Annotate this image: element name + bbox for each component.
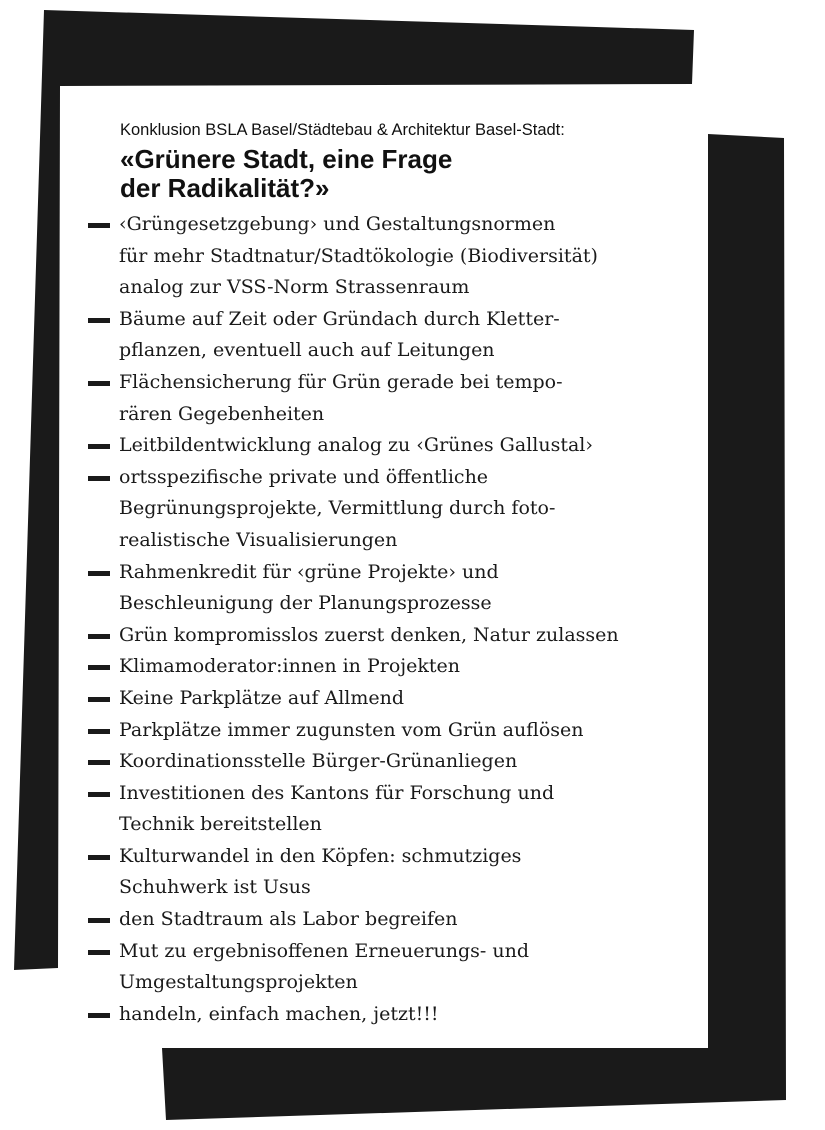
list-item-line: ‹Grüngesetzgebung› und Gestaltungsnormen	[119, 213, 556, 235]
list-item-line: Flächensicherung für Grün gerade bei tempo-	[119, 370, 563, 393]
list-item-line: Klimamoderator:innen in Projekten	[119, 655, 461, 678]
list-item	[88, 209, 688, 304]
list-item-line: Begrünungsprojekte, Vermittlung durch foto-	[119, 497, 556, 520]
list-item-line: den Stadtraum als Labor begreifen	[119, 908, 458, 931]
title-line-2: der Radikalität?»	[120, 173, 330, 203]
list-item-line: Mut zu ergebnisoffenen Erneuerungs- und	[119, 939, 530, 962]
dash-bullet-icon	[88, 792, 110, 797]
list-item-line: Beschleunigung der Planungsprozesse	[119, 592, 492, 615]
list-item-line: für mehr Stadtnatur/Stadtökologie (Biodiversität)	[119, 244, 598, 267]
list-item	[88, 651, 688, 683]
list-item	[88, 367, 688, 430]
list-item	[88, 778, 688, 841]
list-item	[88, 430, 688, 462]
eyebrow-text: Konklusion BSLA Basel/Städtebau & Architektur Basel-Stadt:	[120, 121, 565, 139]
list-item-line: analog zur VSS-Norm Strassenraum	[119, 276, 470, 299]
list-item-line: Rahmenkredit für ‹grüne Projekte› und	[119, 560, 499, 583]
list-item-line: Bäume auf Zeit oder Gründach durch Kletter-	[119, 307, 560, 330]
list-item-line: Keine Parkplätze auf Allmend	[119, 686, 405, 709]
dash-bullet-icon	[88, 476, 110, 481]
list-item-line: Koordinationsstelle Bürger-Grünanliegen	[119, 750, 518, 773]
dash-bullet-icon	[88, 665, 110, 670]
list-item-line: Umgestaltungsprojekten	[119, 971, 358, 994]
list-item-line: realistische Visualisierungen	[119, 528, 398, 551]
page-title	[120, 145, 452, 203]
list-item-line: Investitionen des Kantons für Forschung und	[119, 781, 555, 804]
list-item-line: ortsspezifische private und öffentliche	[119, 465, 489, 488]
list-item	[88, 904, 688, 936]
list-item-line: Technik bereitstellen	[119, 813, 322, 836]
list-item	[88, 462, 688, 557]
list-item	[88, 999, 688, 1031]
list-item-line: rären Gegebenheiten	[119, 402, 325, 425]
list-item-line: handeln, einfach machen, jetzt!!!	[119, 1002, 439, 1025]
dash-bullet-icon	[88, 444, 110, 449]
dash-bullet-icon	[88, 571, 110, 576]
dash-bullet-icon	[88, 729, 110, 734]
list-item-line: Parkplätze immer zugunsten vom Grün auflösen	[119, 718, 584, 741]
list-item	[88, 557, 688, 620]
list-item-line: Kulturwandel in den Köpfen: schmutziges	[119, 844, 522, 867]
conclusion-list	[88, 209, 688, 1030]
list-item	[88, 841, 688, 904]
dash-bullet-icon	[88, 634, 110, 639]
dash-bullet-icon	[88, 1013, 110, 1018]
dash-bullet-icon	[88, 697, 110, 702]
dash-bullet-icon	[88, 318, 110, 323]
list-item-line: Schuhwerk ist Usus	[119, 876, 311, 899]
list-item	[88, 683, 688, 715]
list-item	[88, 936, 688, 999]
list-item-line: Grün kompromisslos zuerst denken, Natur zulassen	[119, 623, 619, 646]
dash-bullet-icon	[88, 381, 110, 386]
list-item-line: pflanzen, eventuell auch auf Leitungen	[119, 339, 495, 362]
dash-bullet-icon	[88, 918, 110, 923]
dash-bullet-icon	[88, 760, 110, 765]
title-line-1: «Grünere Stadt, eine Frage	[120, 144, 453, 174]
list-item	[88, 304, 688, 367]
list-item	[88, 620, 688, 652]
list-item	[88, 715, 688, 747]
dash-bullet-icon	[88, 223, 110, 228]
list-item-line: Leitbildentwicklung analog zu ‹Grünes Gallustal›	[119, 434, 593, 457]
dash-bullet-icon	[88, 950, 110, 955]
dash-bullet-icon	[88, 855, 110, 860]
list-item	[88, 746, 688, 778]
